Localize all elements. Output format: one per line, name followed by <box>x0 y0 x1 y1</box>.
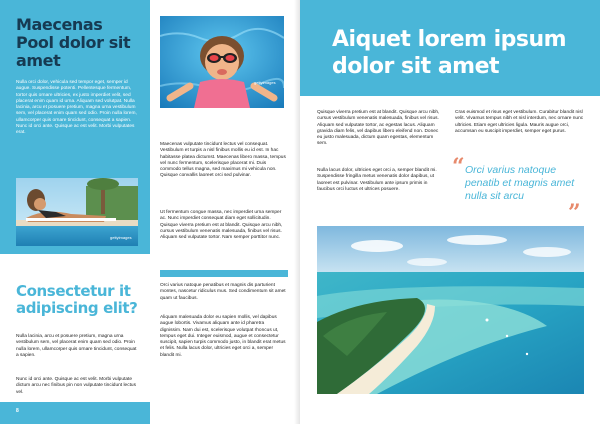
col2-body-3: Orci varius natoque penatibus et magnis dis parturient montes, nascetur ridiculus mus. Sed condimentum sit amet quam ut faucibus. <box>160 283 286 301</box>
right-headline: Aiquet lorem ipsum dolor sit amet <box>332 27 567 79</box>
left-heading: Maecenas Pool dolor sit amet <box>16 15 131 70</box>
swimmer-photo <box>160 16 284 108</box>
close-quote-mark: ” <box>568 200 581 226</box>
open-quote-mark: “ <box>452 154 465 180</box>
page-number-right: 9 <box>581 408 584 414</box>
page-number-left: 8 <box>16 408 19 414</box>
right-col1-body-1: Quisque viverra pretium est at blandit. Quisque arcu nibh, cursus vestibulum venenatis malesuada, finibus vel risus. Aliquam sed vulputate tortor, ac egestas lacus. Aliquam gravida diam felis, vel dapibus libero eleifend non. Donec eu justo malesuada, dictum quam egestas, elementum sem. <box>317 110 440 147</box>
second-heading: Consectetur it adipiscing elit? <box>16 282 138 317</box>
island-aerial-photo <box>317 226 584 394</box>
left-body-1: Nulla lacinia, arcu et posuere pretium, magna urna vestibulum sem, vel placerat enim quam sed odio. Proin nulla lorem, ullamcorper quis ornare tincidunt, consequat a sapien. <box>16 334 137 358</box>
left-body-2: Nunc id orci ante. Quisque ac est velit. Morbi vulputate dictum arcu nec finibus pin non vulputate tincidunt lectus vel. <box>16 377 136 395</box>
right-col2-body-1: Cras euismod et risus eget vestibulum. Curabitur blandit nisl velit. Vivamus tempus nibh et nisl interdum, nec ornare nunc ultricies. Etiam eget ultricies ligula. Mauris augue orci, accumsan eu suscipit imperdiet, semper eget purus. <box>455 110 584 134</box>
right-page <box>300 0 600 424</box>
col2-accent-bar <box>160 270 288 277</box>
col2-body-4: Aliquam malesuada dolor eu sapien mollis, vel dapibus augue lobortis. Vivamus aliquam ante id pharetra dignissim. Nam dui est, scelerisque volutpat rhoncus ut, tempus eget dui. Integer euismod, augue et consectetur suscipit, sapien turpis commodo justo, in blandit erat metus et felis. Nulla lacus dolor, ultricies eget orci a, semper blandit mi. <box>160 315 286 358</box>
left-column-heading-box <box>16 16 140 70</box>
left-intro-text: Nulla orci dolor, vehicula sed tempor eget, semper id augue. Suspendisse potenti. Pellentesque fermentum, tortor quis ornare ultricies, ex justo imperdiet velit, sed placerat enim quam id urna. Aliquam sed volutpat. Nulla lacinia, arcu et posuere pretium, magna urna vestibulum sem, vel placerat enim quam sed odio. Proin nulla lorem, ullamcorper quis ornare tincidunt, consequat a sapien. Nunc id orci ante. Quisque ac est velit. Morbi vulputates erat. <box>16 80 137 136</box>
pull-quote: Orci varius natoque penatib et magnis amet nulla sit arcu <box>465 164 575 202</box>
photo-watermark-1: gettyimages <box>110 235 132 240</box>
col2-body-1: Maecenas vulputate tincidunt lectus vel consequat. Vestibulum et turpis a nisl finibus mollis eu id est. In hac habitasse platea dictumst. Maecenas libero massa, tempus vel nunc fermentum, scelerisque placerat mi. Duis commodo tellus magna, sed maximus mi vehicula non. Quisque convallis laoreet orci sed pulvinar. <box>160 142 286 179</box>
col2-body-2: Ut fermentum congue massa, nec imperdiet urna semper ac. Nunc imperdiet consequat diam eget sollicitudin. Quisque viverra pretium est at blandit. Quisque arcu nibh, cursus vestibulum venenatis malesuada, finibus vel risus. Aliquam sed vulputate tortor. Nam semper porttitor nunc. <box>160 210 283 241</box>
right-col1-body-2: Nulla lacus dolor, ultricies eget orci a, semper blandit mi. Suspendisse fringilla metus venenatis dolor dapibus, ut laoreet est pulvinar. Vestibulum ante ipsum primis in faucibus orci luctus et ultrices posuere. <box>317 168 437 192</box>
sunbather-photo <box>16 178 138 246</box>
photo-watermark-2: gettyimages <box>254 80 276 85</box>
